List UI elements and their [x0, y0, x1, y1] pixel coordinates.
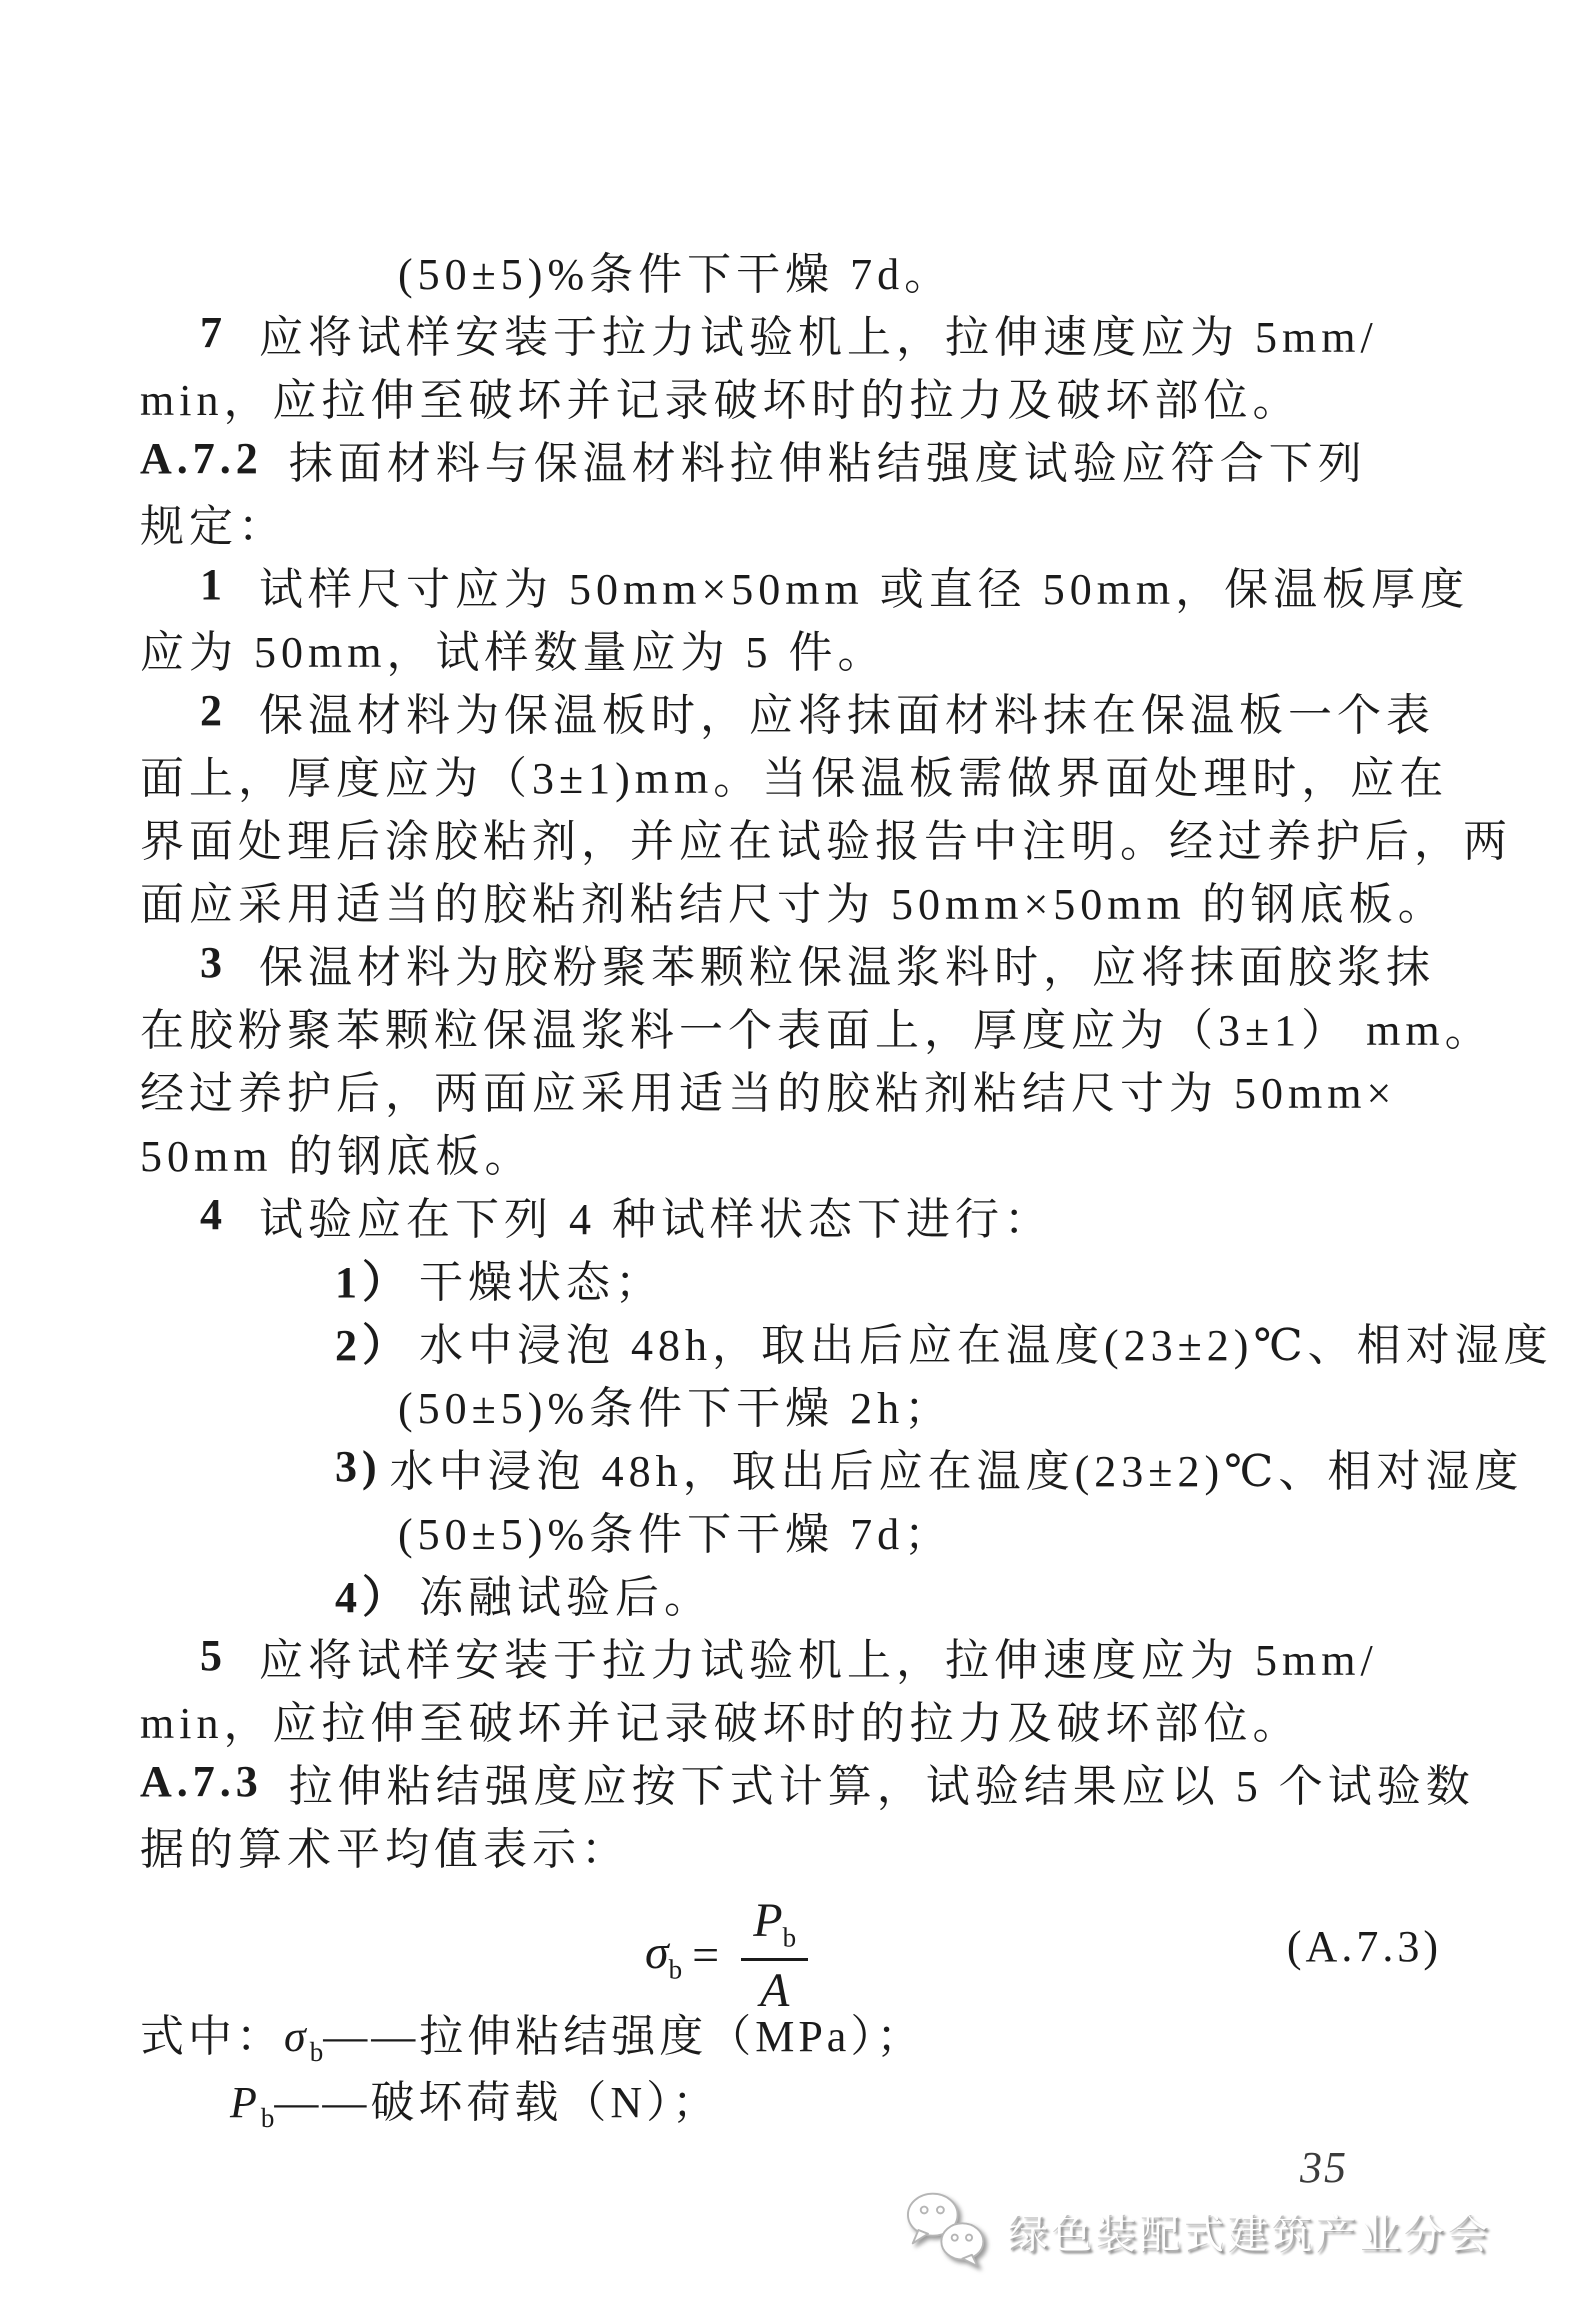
fraction-denominator: A [760, 1963, 790, 2017]
text-line [140, 1687, 1470, 1750]
pb-symbol: $P_b$ [230, 2078, 275, 2133]
page-number: 35 [1300, 2143, 1348, 2192]
line-text: 界面处理后涂胶粘剂，并应在试验报告中注明。经过养护后，两 [140, 816, 1512, 866]
formula-sigma-pb-a [645, 1893, 808, 2018]
wechat-icon [901, 2188, 997, 2272]
text-line [140, 1120, 1470, 1183]
text-line [140, 805, 1512, 868]
line-text: 应为 50mm，试样数量应为 5 件。 [140, 627, 887, 677]
text-line [140, 427, 1470, 490]
fraction-numerator: $P_b$ [741, 1893, 808, 1961]
sigma-definition: ——拉伸粘结强度（MPa）； [323, 2012, 925, 2061]
text-line [398, 1372, 1470, 1435]
line-text: (50±5)%条件下干燥 7d； [398, 1509, 954, 1559]
text-line [200, 679, 1470, 742]
text-line [140, 490, 1470, 553]
line-text: 经过养护后，两面应采用适当的胶粘剂粘结尺寸为 50mm× [140, 1068, 1397, 1118]
where-clause-pb [230, 2066, 1560, 2134]
text-line [140, 868, 1470, 931]
equals-sign: = [692, 1928, 720, 1982]
item-number: 4 [200, 1190, 227, 1239]
text-line [140, 994, 1494, 1057]
line-text: 抹面材料与保温材料拉伸粘结强度试验应符合下列 [288, 438, 1367, 488]
text-line [398, 238, 1470, 301]
item-number: 3) [335, 1442, 382, 1491]
item-number: 7 [200, 308, 227, 357]
equation-number: (A.7.3) [1286, 1922, 1442, 1971]
line-text: 保温材料为保温板时，应将抹面材料抹在保温板一个表 [259, 690, 1435, 740]
text-line [200, 1624, 1470, 1687]
text-line [140, 742, 1470, 805]
where-clause-sigma [140, 2000, 1470, 2068]
text-line [335, 1309, 1553, 1372]
where-lead: 式中： [140, 2012, 284, 2061]
line-text: 冻融试验后。 [419, 1572, 713, 1622]
text-line [140, 616, 1470, 679]
line-text: 水中浸泡 48h，取出后应在温度(23±2)℃、相对湿度 [389, 1446, 1524, 1496]
text-line [140, 1750, 1475, 1813]
line-text: 应将试样安装于拉力试验机上，拉伸速度应为 5mm/ [259, 1635, 1378, 1685]
text-line [200, 1183, 1470, 1246]
item-number: 3 [200, 938, 227, 987]
sigma-symbol: $\sigma_b$ [284, 2012, 324, 2067]
line-text: 干燥状态； [419, 1257, 664, 1307]
text-line [398, 1498, 1470, 1561]
item-number: 5 [200, 1631, 227, 1680]
text-line [335, 1435, 1524, 1498]
text-line [140, 1813, 1470, 1876]
item-number: 4） [335, 1572, 411, 1622]
line-text: 试样尺寸应为 50mm×50mm 或直径 50mm，保温板厚度 [259, 564, 1470, 614]
text-line [200, 301, 1470, 364]
line-text: 面上，厚度应为（3±1)mm。当保温板需做界面处理时，应在 [140, 753, 1449, 803]
line-text: 面应采用适当的胶粘剂粘结尺寸为 50mm×50mm 的钢底板。 [140, 879, 1447, 929]
formula-lhs: $\sigma_b$ [645, 1926, 683, 1985]
item-number: 2） [335, 1320, 411, 1370]
item-number: 2 [200, 686, 227, 735]
text-line [200, 931, 1470, 994]
item-number: A.7.3 [140, 1757, 263, 1806]
line-text: min，应拉伸至破坏并记录破坏时的拉力及破坏部位。 [140, 375, 1302, 425]
line-text: 据的算术平均值表示： [140, 1824, 630, 1874]
line-text: 水中浸泡 48h，取出后应在温度(23±2)℃、相对湿度 [419, 1320, 1553, 1370]
item-number: A.7.2 [140, 434, 263, 483]
line-text: (50±5)%条件下干燥 7d。 [398, 249, 954, 299]
fraction [741, 1893, 808, 2018]
line-text: 在胶粉聚苯颗粒保温浆料一个表面上，厚度应为（3±1） mm。 [140, 1005, 1494, 1055]
text-line [335, 1561, 1470, 1624]
pb-definition: ——破坏荷载（N）； [274, 2078, 721, 2127]
text-line [335, 1246, 1470, 1309]
line-text: 应将试样安装于拉力试验机上，拉伸速度应为 5mm/ [259, 312, 1378, 362]
line-text: 规定： [140, 501, 287, 551]
text-line [140, 1057, 1470, 1120]
line-text: 试验应在下列 4 种试样状态下进行： [259, 1194, 1053, 1244]
line-text: 保温材料为胶粉聚苯颗粒保温浆料时，应将抹面胶浆抹 [259, 942, 1435, 992]
item-number: 1 [200, 560, 227, 609]
footer-brand-text: 绿色装配式建筑产业分会 [1007, 2210, 1491, 2257]
item-number: 1） [335, 1257, 411, 1307]
line-text: (50±5)%条件下干燥 2h； [398, 1383, 954, 1433]
line-text: 拉伸粘结强度应按下式计算，试验结果应以 5 个试验数 [288, 1761, 1475, 1811]
line-text: min，应拉伸至破坏并记录破坏时的拉力及破坏部位。 [140, 1698, 1302, 1748]
line-text: 50mm 的钢底板。 [140, 1131, 534, 1181]
footer-brand [901, 2188, 1491, 2272]
text-line [200, 553, 1470, 616]
text-line [140, 364, 1470, 427]
document-lines [140, 238, 1553, 1876]
